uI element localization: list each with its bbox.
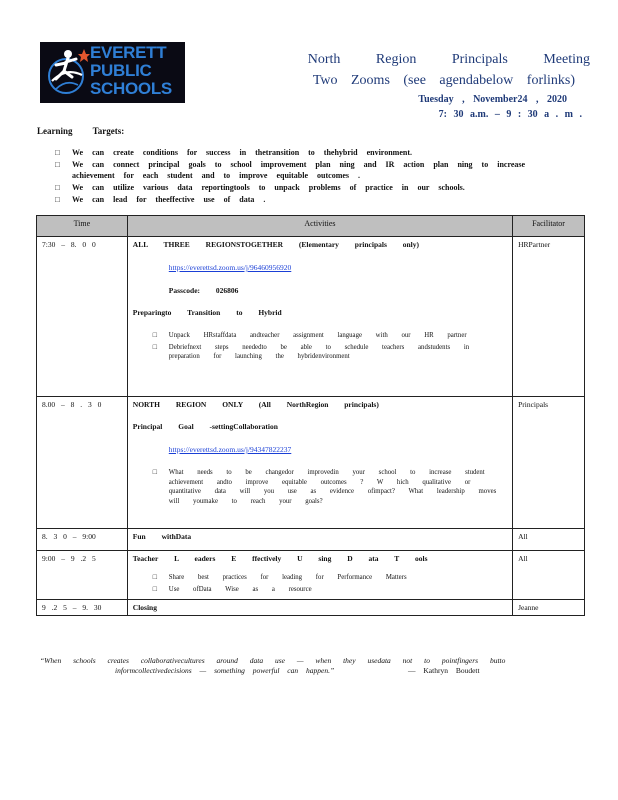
row-facilitator: All (513, 551, 585, 600)
list-item: □ What needs to be changedor improvedin your school to increase student achievement andto improve equitable outcomes ? W hich qualitative or quantitative data will you use as evidence ofimpact? What leadership moves will youmake to reach your goals? (153, 468, 507, 506)
section-title: NORTH REGION ONLY (All NorthRegion principals) (132, 400, 379, 409)
row-time: 8. 3 0 – 9:00 (37, 529, 128, 551)
row-time: 8.00 – 8 . 3 0 (37, 397, 128, 529)
row-activities (127, 397, 512, 529)
list-item: □ Unpack HRstaffdata andteacher assignment language with our HR partner (153, 331, 507, 341)
table-row (37, 551, 585, 600)
row-facilitator: Jeanne (513, 600, 585, 616)
section-title: Fun withData (132, 532, 192, 541)
meeting-date: Tuesday , November24 , 2020 (418, 94, 567, 105)
logo-line-3: SCHOOLS (90, 79, 172, 98)
row-activities (127, 600, 512, 616)
row-facilitator: All (513, 529, 585, 551)
row-activities (127, 551, 512, 600)
passcode: Passcode: 026806 (168, 286, 239, 295)
header-activities: Activities (127, 216, 512, 237)
learning-target-item: □ We can lead for theeffective use of data . (55, 194, 545, 205)
table-row (37, 600, 585, 616)
logo-line-2: PUBLIC (90, 61, 152, 80)
section-subheading: Principal Goal -settingCollaboration (132, 422, 278, 431)
learning-targets-list (55, 147, 545, 206)
activity-bullets (133, 573, 507, 594)
agenda-table (36, 215, 585, 616)
logo-wordmark (90, 44, 185, 98)
activity-bullets (133, 468, 507, 506)
quote-line-1: “When schools creates collaborativecultures around data use — when they usedata not to pointfingers butto (40, 656, 506, 665)
zoom-link[interactable]: https://everettsd.zoom.us/j/94347822237 (168, 445, 292, 454)
logo-line-1: EVERETT (90, 43, 167, 62)
table-row (37, 237, 585, 397)
section-title: Closing (132, 603, 157, 612)
row-activities (127, 529, 512, 551)
section-title: ALL THREE REGIONSTOGETHER (Elementary principals only) (132, 240, 419, 249)
meeting-time: 7: 30 a.m. – 9 : 30 a . m . (438, 109, 582, 120)
activity-bullets (133, 331, 507, 362)
row-facilitator: HRPartner (513, 237, 585, 397)
row-time: 9 .2 5 – 9. 30 (37, 600, 128, 616)
table-row (37, 397, 585, 529)
section-title: Teacher L eaders E ffectively U sing D ata T ools (132, 554, 428, 563)
runner-figure-icon (42, 45, 90, 101)
learning-target-item: □ We can utilize various data reportingtools to unpack problems of practice in our schools. (55, 182, 545, 193)
table-header-row (37, 216, 585, 237)
header-facilitator: Facilitator (513, 216, 585, 237)
quote-line-2: informcollectivedecisions — something powerful can happen.” (115, 666, 335, 675)
row-time: 7:30 – 8. 0 0 (37, 237, 128, 397)
learning-target-item: □ We can create conditions for success in thetransition to thehybrid environment. (55, 147, 545, 158)
meeting-subtitle: Two Zooms (see agendabelow forlinks) (312, 73, 575, 88)
row-activities (127, 237, 512, 397)
list-item: □ Use ofData Wise as a resource (153, 585, 507, 595)
row-facilitator: Principals (513, 397, 585, 529)
row-time: 9:00 – 9 .2 5 (37, 551, 128, 600)
learning-targets-heading: Learning Targets: (37, 126, 125, 136)
list-item: □ Share best practices for leading for Performance Matters (153, 573, 507, 583)
table-row (37, 529, 585, 551)
meeting-title: North Region Principals Meeting (307, 52, 590, 67)
learning-target-item: □ We can connect principal goals to school improvement plan ning and IR action plan ning to increase achievement for each student and to improve equitable outcomes . (55, 159, 545, 181)
quote-attribution: — Kathryn Boudett (408, 666, 480, 675)
zoom-link[interactable]: https://everettsd.zoom.us/j/96460956920 (168, 263, 292, 272)
section-subheading: Preparingto Transition to Hybrid (132, 308, 282, 317)
header-time: Time (37, 216, 128, 237)
list-item: □ Debriefnext steps neededto be able to schedule teachers andstudents in preparation for launching the hybridenvironment (153, 343, 507, 362)
everett-public-schools-logo (40, 42, 185, 103)
